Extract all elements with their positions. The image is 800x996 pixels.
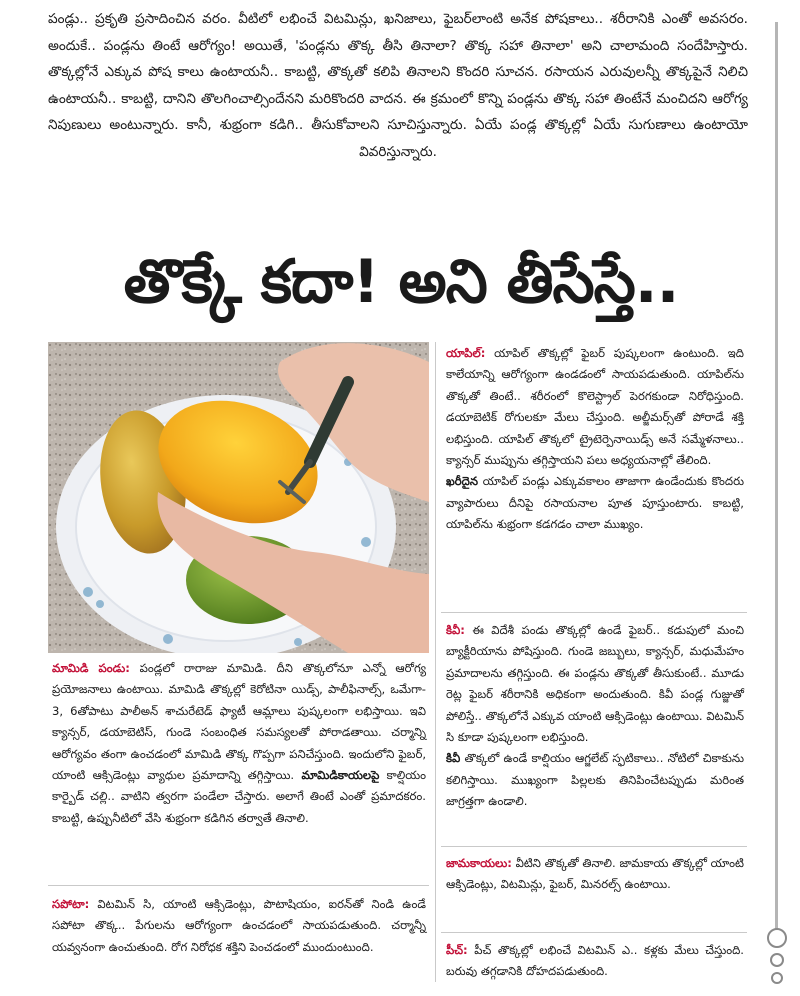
guava-label: జామకాయలు: <box>446 856 512 870</box>
apple-section <box>446 343 744 536</box>
apple-text: యాపిల్ తొక్కల్లో ఫైబర్ పుష్కలంగా ఉంటుంది. ఇది కాలేయాన్ని ఆరోగ్యంగా ఉండడంలో సాయపడుతుంది. యాపిల్‌ను తొక్కతో తింటే.. శరీరంలో కొలెస్ట్రాల్ పెరగకుండా నిరోధిస్తుంది. డయాబెటిక్ రోగులకూ మేలు చేస్తుంది. అల్జీమర్స్‌తో పోరాడే శక్తి లభిస్తుంది. యాపిల్ తొక్కలో ట్రైటెర్పెనాయిడ్స్ అనే సమ్మేళనాలు.. క్యాన్సర్ ముప్పును తగ్గిస్తాయని పలు అధ్యయనాల్లో తేలింది. <box>446 346 744 468</box>
scroll-dot-icon[interactable] <box>770 953 784 967</box>
divider <box>441 612 747 613</box>
kiwi-text-2: తొక్కలో ఉండే కాల్షియం ఆగ్జలేట్ స్ఫటికాలు.. నోటిలో చికాకును కలిగిస్తాయి. ముఖ్యంగా పిల్లలకు తినిపించేటప్పుడు మరింత జాగ్రత్తగా ఉండాలి. <box>446 751 744 809</box>
divider <box>441 846 747 847</box>
scrollbar-track[interactable] <box>775 22 778 942</box>
column-divider <box>435 342 436 982</box>
guava-section <box>446 853 744 896</box>
peach-label: పీచ్: <box>446 943 468 957</box>
divider <box>48 885 429 886</box>
kiwi-label: కివీ: <box>446 623 465 637</box>
scroll-dot-icon[interactable] <box>771 972 783 984</box>
sapota-text: విటమిన్ సి, యాంటి ఆక్సిడెంట్లు, పొటాషియం, ఐరన్‌తో నిండి ఉండే సపోటా తొక్క.. పేగులను ఆరోగ్యంగా ఉంచడంలో సాయపడుతుంది. చర్మాన్నీ యవ్వనంగా ఉంచుతుంది. రోగ నిరోధక శక్తిని పెంచడంలో ముందుంటుంది. <box>52 897 426 954</box>
mango-section <box>52 658 426 829</box>
divider <box>441 932 747 933</box>
headline: తొక్కే కదా! అని తీసేస్తే.. <box>123 247 679 317</box>
mango-text: పండ్లలో రారాజు మామిడి. దీని తొక్కలోనూ ఎన్నో ఆరోగ్య ప్రయోజనాలు ఉంటాయి. మామిడి తొక్కల్లో కెరోటినా యిడ్స్, పాలీఫినాల్స్, ఒమేగా- 3, 6తోపాటు పాలీఅన్ శాచురేటెడ్ ఫ్యాటీ ఆమ్లాలు పుష్కలంగా లభిస్తాయి. ఇవి క్యాన్సర్, డయాబెటిస్, గుండె సంబంధిత సమస్యలతో పోరాడతాయి. చర్మాన్ని ఆరోగ్యవం తంగా ఉంచడంలో మామిడి తొక్క గొప్పగా పనిచేస్తుంది. ఇందులోని ఫైబర్, యాంటి ఆక్సిడెంట్లు వ్యాధుల ప్రమాదాన్ని తగ్గిస్తాయి. <box>52 661 427 783</box>
intro-paragraph: పండ్లు.. ప్రకృతి ప్రసాదించిన వరం. వీటిలో లభించే విటమిన్లు, ఖనిజాలు, ఫైబర్‌లాంటి అనేక పోషకాలు.. శరీరానికి ఎంతో అవసరం. అందుకే.. పండ్లను తింటే ఆరోగ్యం! అయితే, 'పండ్లను తొక్క తీసి తినాలా? తొక్క సహా తినాలా' అని చాలామంది సందేహిస్తారు. తొక్కల్లోనే ఎక్కువ పోష కాలు ఉంటాయనీ.. కాబట్టి, తొక్కతో కలిపి తినాలని కొందరి సూచన. రసాయన ఎరువులన్నీ తొక్కపైనే నిలిచి ఉంటాయనీ.. కాబట్టి, దానిని తొలగించాల్సిందేనని మరికొందరి వాదన. ఈ క్రమంలో కొన్ని పండ్లను తొక్క సహా తింటేనే మంచిదని ఆరోగ్య నిపుణులు అంటున్నారు. కానీ, శుభ్రంగా కడిగి.. తీసుకోవాలని సూచిస్తున్నారు. ఏయే పండ్ల తొక్కల్లో ఏయే సుగుణాలు ఉంటాయో వివరిస్తున్నారు. <box>48 11 748 160</box>
sapota-section <box>52 894 426 958</box>
mango-bold-lead: మామిడికాయలపై <box>301 768 380 783</box>
apple-label: యాపిల్: <box>446 346 486 360</box>
scroll-dot-icon[interactable] <box>767 928 787 948</box>
kiwi-section <box>446 620 744 813</box>
guava-text: వీటిని తొక్కతో తినాలి. జామకాయ తొక్కల్లో యాంటి ఆక్సిడెంట్లు, విటమిన్లు, ఫైబర్, మినరల్స్ ఉంటాయి. <box>446 856 744 892</box>
mango-label: మామిడి పండు: <box>52 661 130 675</box>
kiwi-text: ఈ విదేశీ పండు తొక్కల్లో ఉండే ఫైబర్.. కడుపులో మంచి బ్యాక్టీరియాను పోషిస్తుంది. గుండె జబ్బులు, క్యాన్సర్, మధుమేహం ప్రమాదాలను తగ్గిస్తుంది. ఈ పండ్లను తొక్కతో తీసుకుంటే.. మూడు రెట్ల ఫైబర్ శరీరానికి అధికంగా అందుతుంది. కివీ పండ్ల గుజ్జుతో పోలిస్తే.. తొక్కలోనే ఎక్కువ యాంటి ఆక్సిడెంట్లు ఉంటాయి. విటమిన్ సి కూడా పుష్కలంగా లభిస్తుంది. <box>446 623 744 745</box>
mango-text-2: కాల్షియం కార్బైడ్ చల్లి.. వాటిని త్వరగా పండేలా చేస్తారు. అలాగే తింటే ఎంతో ప్రమాదకరం. కాబట్టి, ఉప్పునీటిలో వేసి శుభ్రంగా కడిగిన తర్వాతే తినాలి. <box>52 768 427 825</box>
mango-peeling-photo <box>48 342 429 653</box>
peach-section <box>446 940 744 983</box>
peach-text: పీచ్ తొక్కల్లో లభించే విటమిన్ ఎ.. కళ్లకు మేలు చేస్తుంది. బరువు తగ్గడానికి దోహదపడుతుంది. <box>446 943 744 979</box>
apple-bold-lead: ఖరీదైన <box>446 474 478 489</box>
sapota-label: సపోటా: <box>52 897 90 911</box>
apple-text-2: యాపిల్ పండ్లు ఎక్కువకాలం తాజాగా ఉండేందుకు కొందరు వ్యాపారులు దీనిపై రసాయనాల పూత పూస్తుంటారు. కాబట్టి, యాపిల్‌ను శుభ్రంగా కడగడం చాలా ముఖ్యం. <box>446 474 744 532</box>
kiwi-bold-lead: కివీ <box>446 751 461 766</box>
